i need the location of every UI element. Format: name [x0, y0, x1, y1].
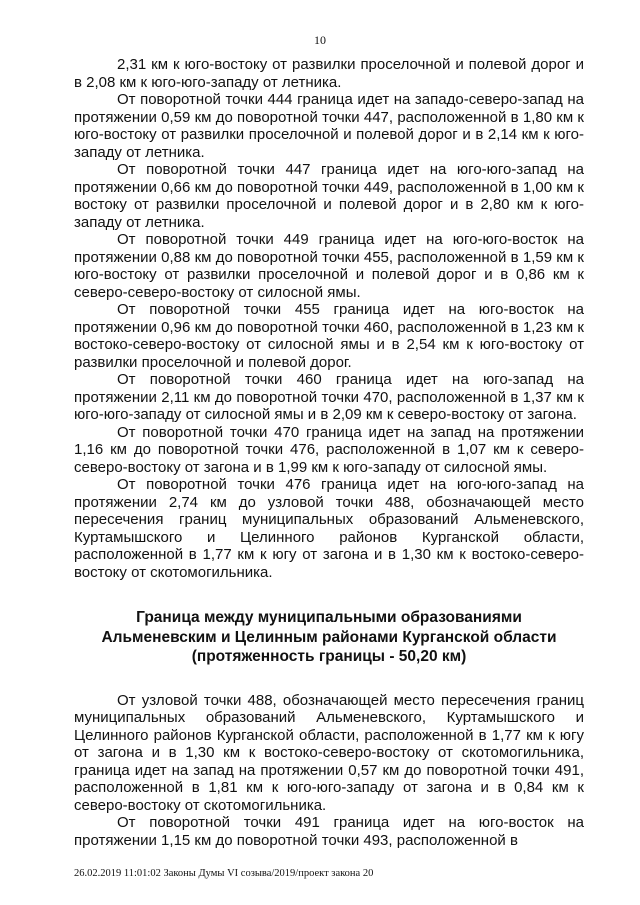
paragraph: От поворотной точки 449 граница идет на юго-юго-восток на протяжении 0,88 км до поворотной точки 455, расположенной в 1,59 км к юго-востоку от развилки проселочной и полевой дорог и в 0,86 км к северо-северо-востоку от силосной ямы. [74, 231, 584, 301]
paragraph: От поворотной точки 470 граница идет на запад на протяжении 1,16 км до поворотной точки 476, расположенной в 1,07 км к северо-северо-востоку от загона и в 1,99 км к юго-западу от силосной ямы. [74, 423, 584, 476]
paragraph: От поворотной точки 444 граница идет на западо-северо-запад на протяжении 0,59 км до поворотной точки 447, расположенной в 1,80 км к юго-востоку от развилки проселочной и полевой дорог и в 2,14 км к юго-западу от летника. [74, 91, 584, 161]
heading-line: Граница между муниципальными образованиями [136, 609, 522, 626]
heading-line: (протяженность границы - 50,20 км) [191, 648, 467, 665]
paragraph: От узловой точки 488, обозначающей место пересечения границ муниципальных образований Альменевского, Куртамышского и Целинного районов Курганской области, расположенной в 1,77 км к югу от загона и в 1,30 км к востоко-северо-востоку от скотомогильника, граница идет на запад на протяжении 0,57 км до поворотной точки 491, расположенной в 1,81 км к юго-юго-западу от загона и в 0,84 км к северо-востоку от скотомогильника. [74, 691, 584, 814]
paragraph: От поворотной точки 455 граница идет на юго-восток на протяжении 0,96 км до поворотной точки 460, расположенной в 1,23 км к востоко-северо-востоку от силосной ямы и в 2,54 км к юго-востоку от развилки проселочной и полевой дорог. [74, 301, 584, 371]
page-number: 10 [314, 33, 326, 47]
section-heading [74, 608, 584, 667]
heading-line: Альменевским и Целинным районами Курганской области [101, 628, 557, 646]
paragraph: От поворотной точки 447 граница идет на юго-юго-запад на протяжении 0,66 км до поворотной точки 449, расположенной в 1,00 км к востоку от развилки проселочной и полевой дорог и в 2,80 км к юго-западу от летника. [74, 161, 584, 231]
paragraph: 2,31 км к юго-востоку от развилки проселочной и полевой дорог и в 2,08 км к юго-юго-западу от летника. [74, 56, 584, 91]
paragraph: От поворотной точки 491 граница идет на юго-восток на протяжении 1,15 км до поворотной точки 493, расположенной в [74, 814, 584, 849]
paragraph: От поворотной точки 476 граница идет на юго-юго-запад на протяжении 2,74 км до узловой точки 488, обозначающей место пересечения границ муниципальных образований Альменевского, Куртамышского и Целинного районов Курганской области, расположенной в 1,77 км к югу от загона и в 1,30 км к востоко-северо-востоку от скотомогильника. [74, 476, 584, 581]
footer-stamp: 26.02.2019 11:01:02 Законы Думы VI созыва/2019/проект закона 20 [74, 868, 374, 879]
paragraph: От поворотной точки 460 граница идет на юго-запад на протяжении 2,11 км до поворотной точки 470, расположенной в 1,37 км к юго-юго-западу от силосной ямы и в 2,09 км к северо-востоку от загона. [74, 371, 584, 423]
document-body [74, 56, 584, 849]
